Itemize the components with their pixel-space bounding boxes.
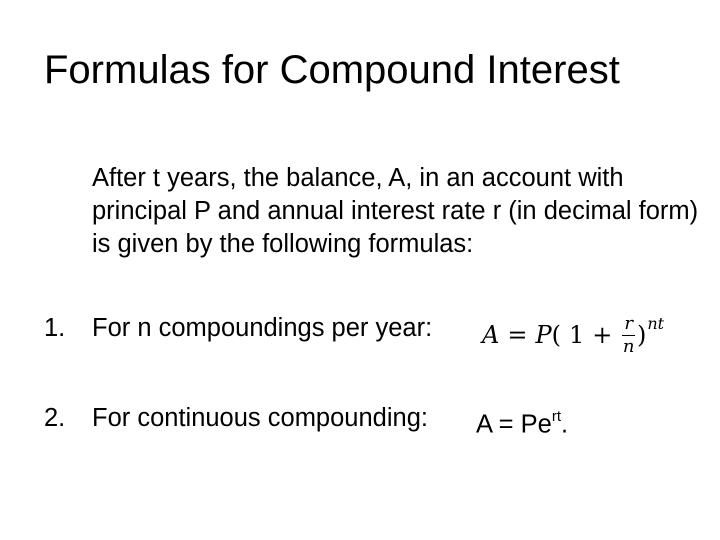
formula-equals: = xyxy=(507,321,528,349)
formula-close-paren: ) xyxy=(636,321,647,349)
formula-amount-symbol: A xyxy=(482,321,500,349)
slide-title: Formulas for Compound Interest xyxy=(44,48,620,92)
formula-principal-symbol: P xyxy=(535,321,552,349)
continuous-compound-formula xyxy=(476,402,568,442)
fraction-numerator: r xyxy=(624,312,633,334)
formula-plus: + xyxy=(592,321,613,349)
item-number: 1. xyxy=(44,314,66,342)
formula-exponent: rt xyxy=(551,408,562,425)
formula-one: 1 xyxy=(568,321,585,349)
formula-suffix: . xyxy=(561,410,569,439)
fraction-denominator: n xyxy=(622,335,635,357)
periodic-compound-formula xyxy=(482,305,664,365)
intro-paragraph: After t years, the balance, A, in an account with principal P and annual interest rate r (in decimal form) is given by the following formulas: xyxy=(92,164,699,258)
rate-fraction xyxy=(622,314,635,357)
item-text: For n compoundings per year: xyxy=(92,314,433,342)
formula-open-paren: ( xyxy=(551,321,561,349)
item-number: 2. xyxy=(44,404,66,432)
formula-base: A = Pe xyxy=(476,410,552,439)
formula-exponent: nt xyxy=(647,313,665,333)
item-text: For continuous compounding: xyxy=(92,404,428,432)
